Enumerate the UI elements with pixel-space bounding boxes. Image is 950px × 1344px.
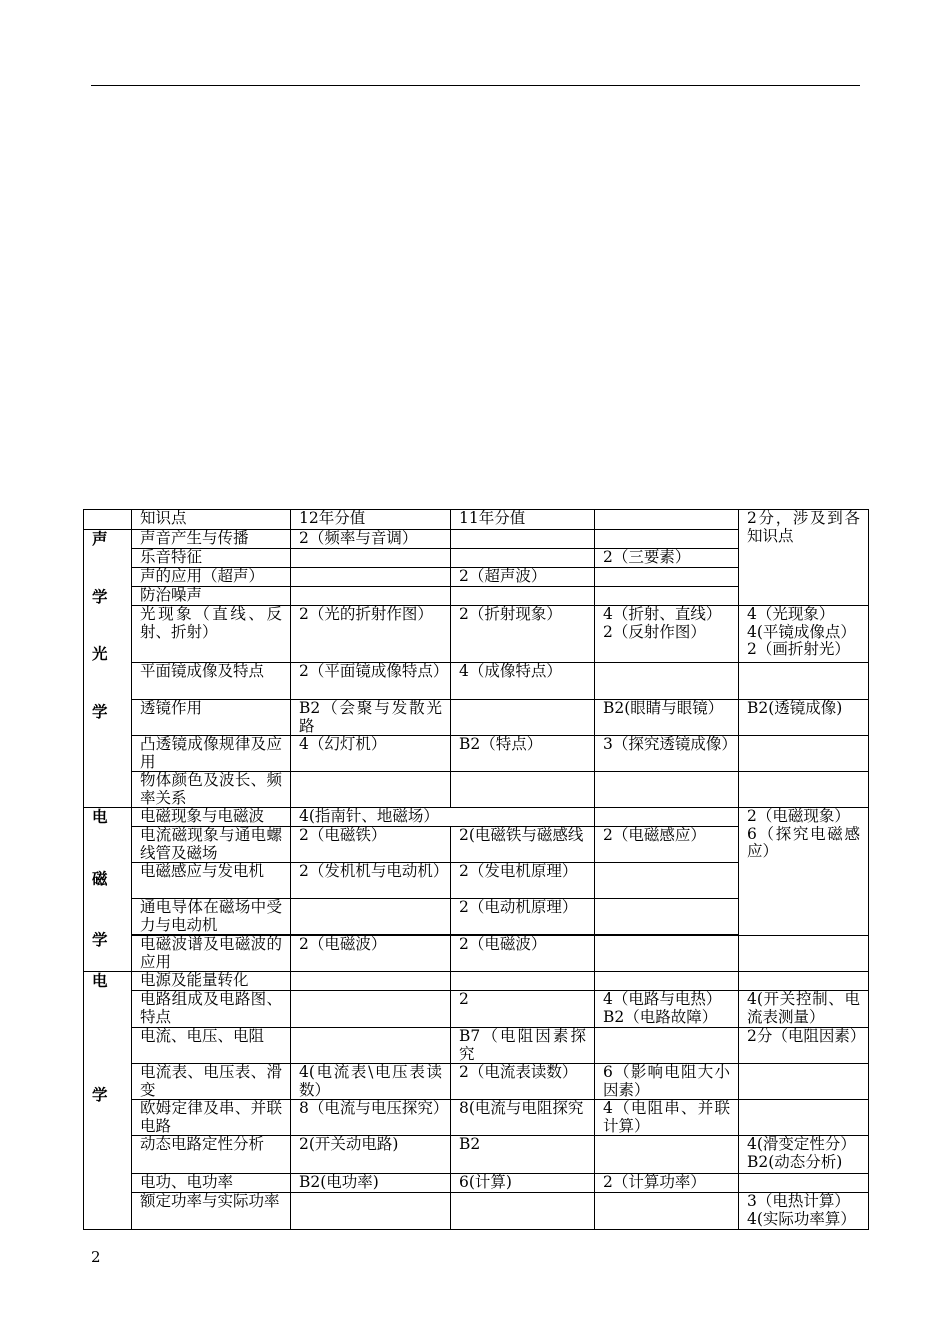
col4-cell bbox=[595, 1136, 739, 1174]
y11-cell: 2(电磁铁与磁感线 bbox=[451, 827, 595, 863]
topic-cell: 电磁现象与电磁波 bbox=[132, 808, 291, 827]
header-col5-note: 2分，涉及到各知识点 bbox=[739, 510, 869, 606]
table-row bbox=[84, 1174, 869, 1193]
topic-cell: 声的应用（超声） bbox=[132, 568, 291, 587]
knowledge-score-table bbox=[83, 509, 869, 1230]
y12-cell bbox=[291, 991, 451, 1028]
col4-cell: 2（三要素） bbox=[595, 549, 739, 568]
y12-cell: 2（平面镜成像特点） bbox=[291, 663, 451, 700]
col4-cell bbox=[595, 863, 739, 899]
topic-cell: 凸透镜成像规律及应用 bbox=[132, 736, 291, 772]
topic-cell: 电路组成及电路图、特点 bbox=[132, 991, 291, 1028]
header-col4 bbox=[595, 510, 739, 530]
table-row bbox=[84, 1064, 869, 1100]
topic-cell: 动态电路定性分析 bbox=[132, 1136, 291, 1174]
topic-cell: 平面镜成像及特点 bbox=[132, 663, 291, 700]
y12-cell bbox=[291, 899, 451, 935]
topic-cell: 防治噪声 bbox=[132, 587, 291, 606]
topic-cell: 透镜作用 bbox=[132, 700, 291, 736]
table-row bbox=[84, 936, 869, 972]
y12-cell bbox=[291, 1028, 451, 1064]
y12-cell bbox=[291, 568, 451, 587]
y12-cell: 2(开关动电路) bbox=[291, 1136, 451, 1174]
y11-cell: 2（超声波） bbox=[451, 568, 595, 587]
topic-cell: 电功、电功率 bbox=[132, 1174, 291, 1193]
table-row bbox=[84, 606, 869, 663]
y12-cell: B2（会聚与发散光路 bbox=[291, 700, 451, 736]
y11-cell: 2（电流表读数） bbox=[451, 1064, 595, 1100]
topic-cell: 声音产生与传播 bbox=[132, 530, 291, 549]
y12-cell: 8（电流与电压探究） bbox=[291, 1100, 451, 1136]
section-sound-light: 声 学 光 学 bbox=[84, 530, 132, 808]
col4-cell bbox=[595, 568, 739, 587]
y11-cell bbox=[451, 772, 595, 808]
col4-cell bbox=[595, 772, 739, 808]
topic-cell: 物体颜色及波长、频率关系 bbox=[132, 772, 291, 808]
y11-cell: 2（电动机原理） bbox=[451, 899, 595, 935]
topic-cell: 电流磁现象与通电螺线管及磁场 bbox=[132, 827, 291, 863]
table-row bbox=[84, 991, 869, 1028]
topic-cell: 乐音特征 bbox=[132, 549, 291, 568]
y12-cell: 4（幻灯机） bbox=[291, 736, 451, 772]
y12-cell bbox=[291, 772, 451, 808]
y11-cell bbox=[451, 1193, 595, 1230]
y12-cell: 4(电流表\电压表读数） bbox=[291, 1064, 451, 1100]
y11-cell: 2（折射现象） bbox=[451, 606, 595, 663]
table-row bbox=[84, 663, 869, 700]
topic-cell: 通电导体在磁场中受力与电动机 bbox=[132, 899, 291, 935]
topic-cell: 光现象（直线、反射、折射） bbox=[132, 606, 291, 663]
col4-cell bbox=[595, 1193, 739, 1230]
y11-cell: B2 bbox=[451, 1136, 595, 1174]
y11-cell bbox=[451, 530, 595, 549]
header-11: 11年分值 bbox=[451, 510, 595, 530]
col4-cell bbox=[595, 587, 739, 606]
y11-cell: 8(电流与电阻探究 bbox=[451, 1100, 595, 1136]
y12-cell bbox=[291, 1193, 451, 1230]
y11-cell bbox=[451, 972, 595, 991]
col5-cell: 3（电热计算） 4(实际功率算） bbox=[739, 1193, 869, 1230]
col4-cell: 2（电磁感应） bbox=[595, 827, 739, 863]
y11-cell: 4（成像特点） bbox=[451, 663, 595, 700]
y12-cell bbox=[291, 587, 451, 606]
col5-cell: 2分（电阻因素） bbox=[739, 1028, 869, 1064]
col5-cell: 4(滑变定性分） B2(动态分析) bbox=[739, 1136, 869, 1174]
y12-cell: 2（频率与音调） bbox=[291, 530, 451, 549]
col5-cell: B2(透镜成像) bbox=[739, 700, 869, 736]
col4-cell bbox=[595, 1028, 739, 1064]
table-row bbox=[84, 1136, 869, 1174]
section-electricity: 电 学 bbox=[84, 972, 132, 1230]
table-row bbox=[84, 772, 869, 808]
col4-cell bbox=[595, 530, 739, 549]
y12-cell bbox=[291, 972, 451, 991]
y12-cell: 2（发机机与电动机） bbox=[291, 863, 451, 899]
table-row bbox=[84, 808, 869, 827]
y11-cell: 2（发电机原理） bbox=[451, 863, 595, 899]
y12-cell: 4(指南针、地磁场） bbox=[291, 808, 595, 827]
table-row bbox=[84, 972, 869, 991]
topic-cell: 电流、电压、电阻 bbox=[132, 1028, 291, 1064]
col5-cell: 2（电磁现象） 6（探究电磁感应） bbox=[739, 808, 869, 936]
topic-cell: 欧姆定律及串、并联电路 bbox=[132, 1100, 291, 1136]
y11-cell: 2（电磁波） bbox=[451, 936, 595, 972]
section-electromagnetism: 电 磁 学 bbox=[84, 808, 132, 972]
header-rule bbox=[91, 85, 860, 86]
y12-cell: 2（电磁铁） bbox=[291, 827, 451, 863]
y12-cell bbox=[291, 549, 451, 568]
table-header-row bbox=[84, 510, 869, 530]
col4-cell: 2（计算功率） bbox=[595, 1174, 739, 1193]
table-row bbox=[84, 736, 869, 772]
y11-cell bbox=[451, 587, 595, 606]
col4-cell: B2(眼睛与眼镜） bbox=[595, 700, 739, 736]
y11-cell bbox=[451, 549, 595, 568]
header-blank bbox=[84, 510, 132, 530]
col4-cell bbox=[595, 936, 739, 972]
col4-cell: 3（探究透镜成像） bbox=[595, 736, 739, 772]
y12-cell: 2（电磁波） bbox=[291, 936, 451, 972]
topic-cell: 额定功率与实际功率 bbox=[132, 1193, 291, 1230]
table-row bbox=[84, 1100, 869, 1136]
topic-cell: 电源及能量转化 bbox=[132, 972, 291, 991]
col4-cell bbox=[595, 972, 739, 991]
topic-cell: 电流表、电压表、滑变 bbox=[132, 1064, 291, 1100]
y11-cell: 2 bbox=[451, 991, 595, 1028]
col5-cell: 4(开关控制、电流表测量） bbox=[739, 991, 869, 1028]
col4-cell bbox=[595, 899, 739, 935]
header-12: 12年分值 bbox=[291, 510, 451, 530]
y11-cell: B7（电阻因素探究 bbox=[451, 1028, 595, 1064]
col5-cell bbox=[739, 1174, 869, 1193]
col5-cell: 4（光现象） 4(平镜成像点） 2（画折射光） bbox=[739, 606, 869, 663]
y11-cell bbox=[451, 700, 595, 736]
page-number: 2 bbox=[91, 1248, 101, 1266]
col4-cell: 4（电阻串、并联计算） bbox=[595, 1100, 739, 1136]
col5-cell bbox=[739, 736, 869, 772]
y12-cell: B2(电功率) bbox=[291, 1174, 451, 1193]
topic-cell: 电磁波谱及电磁波的应用 bbox=[132, 936, 291, 972]
col5-cell bbox=[739, 1100, 869, 1136]
col5-cell bbox=[739, 1064, 869, 1100]
col4-cell: 4（折射、直线） 2（反射作图） bbox=[595, 606, 739, 663]
col4-cell bbox=[595, 663, 739, 700]
col5-cell bbox=[739, 972, 869, 991]
table-row bbox=[84, 1193, 869, 1230]
col4-cell: 4（电路与电热） B2（电路故障） bbox=[595, 991, 739, 1028]
table-row bbox=[84, 1028, 869, 1064]
col5-cell bbox=[739, 936, 869, 972]
y12-cell: 2（光的折射作图） bbox=[291, 606, 451, 663]
y11-cell: 6(计算) bbox=[451, 1174, 595, 1193]
header-topic: 知识点 bbox=[132, 510, 291, 530]
col5-cell bbox=[739, 663, 869, 700]
topic-cell: 电磁感应与发电机 bbox=[132, 863, 291, 899]
col4-cell: 6（影响电阻大小因素） bbox=[595, 1064, 739, 1100]
y11-cell: B2（特点） bbox=[451, 736, 595, 772]
table-row bbox=[84, 700, 869, 736]
col4-cell bbox=[595, 808, 739, 827]
col5-cell bbox=[739, 772, 869, 808]
